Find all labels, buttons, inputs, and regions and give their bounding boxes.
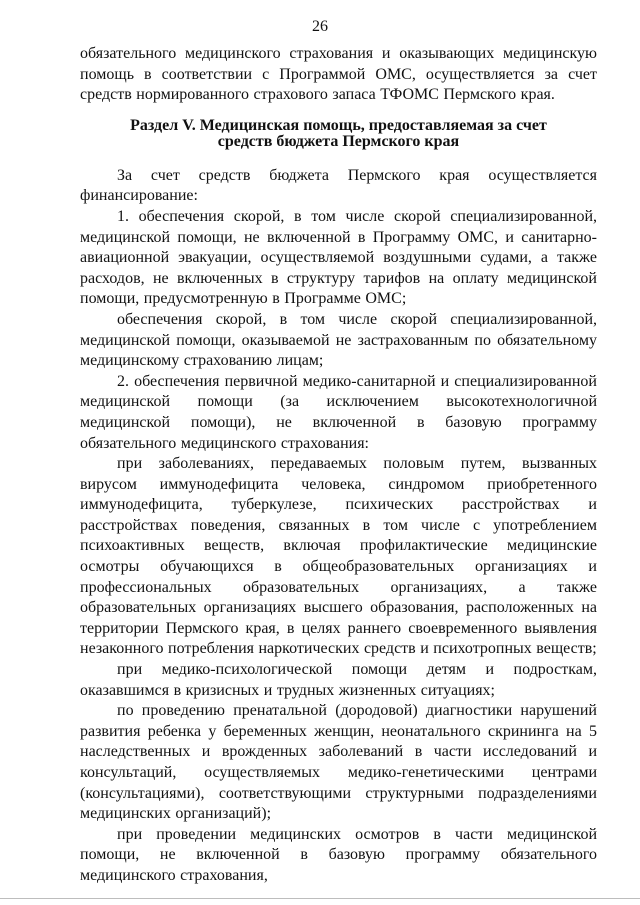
paragraph-item-1: 1. обеспечения скорой, в том числе скорой специализированной, медицинской помощи, не включенной в Программу ОМС, и санитарно-авиационной эвакуации, осуществляемой воздушными судами, а также расходов, не включенных в структуру тарифов на оплату медицинской помощи, предусмотренную в Программе ОМС;: [80, 207, 597, 308]
paragraph-psychological-help: при медико-психологической помощи детям и подросткам, оказавшимся в кризисных и трудных жизненных ситуациях;: [80, 661, 597, 699]
intro-paragraph: обязательного медицинского страхования и оказывающих медицинскую помощь в соответствии с Программой ОМС, осуществляется за счет средств нормированного страхового запаса ТФОМС Пермского края.: [80, 45, 597, 104]
paragraph-prenatal-diagnostics: по проведению пренатальной (дородовой) диагностики нарушений развития ребенка у беременных женщин, неонатального скрининга на 5 наследственных и врожденных заболеваний в части исследований и консультаций, осуществляемых медико-генетическими центрами (консультациями), соответствующими структурными подразделениями медицинских организаций);: [80, 702, 597, 823]
paragraph-financing: За счет средств бюджета Пермского края осуществляется финансирование:: [80, 166, 597, 205]
paragraph-item-2: 2. обеспечения первичной медико-санитарной и специализированной медицинской помощи (за исключением высокотехнологичной медицинской помощи), не включенной в базовую программу обязательного медицинского страхования:: [80, 372, 597, 452]
section-title-line-1: Раздел V. Медицинская помощь, предоставляемая за счет: [130, 116, 547, 134]
paragraph-emergency-uninsured: обеспечения скорой, в том числе скорой специализированной, медицинской помощи, оказываемой не застрахованным по обязательному медицинскому страхованию лицам;: [80, 310, 597, 370]
section-title-line-2: средств бюджета Пермского края: [217, 132, 460, 150]
page-number: 26: [312, 18, 328, 35]
page-bottom-edge: [0, 898, 640, 899]
document-body: [80, 44, 597, 887]
paragraph-medical-examinations: при проведении медицинских осмотров в части медицинской помощи, не включенной в базовую программу обязательного медицинского страхования,: [80, 825, 597, 884]
paragraph-diseases: при заболеваниях, передаваемых половым путем, вызванных вирусом иммунодефицита человека, синдромом приобретенного иммунодефицита, туберкулезе, психических расстройствах и расстройствах поведения, связанных в том числе с употреблением психоактивных веществ, включая профилактические медицинские осмотры обучающихся в общеобразовательных организациях и профессиональных образовательных организациях, а также образовательных организациях высшего образования, расположенных на территории Пермского края, в целях раннего своевременного выявления незаконного потребления наркотических средств и психотропных веществ;: [80, 455, 597, 658]
section-heading: [80, 118, 597, 150]
